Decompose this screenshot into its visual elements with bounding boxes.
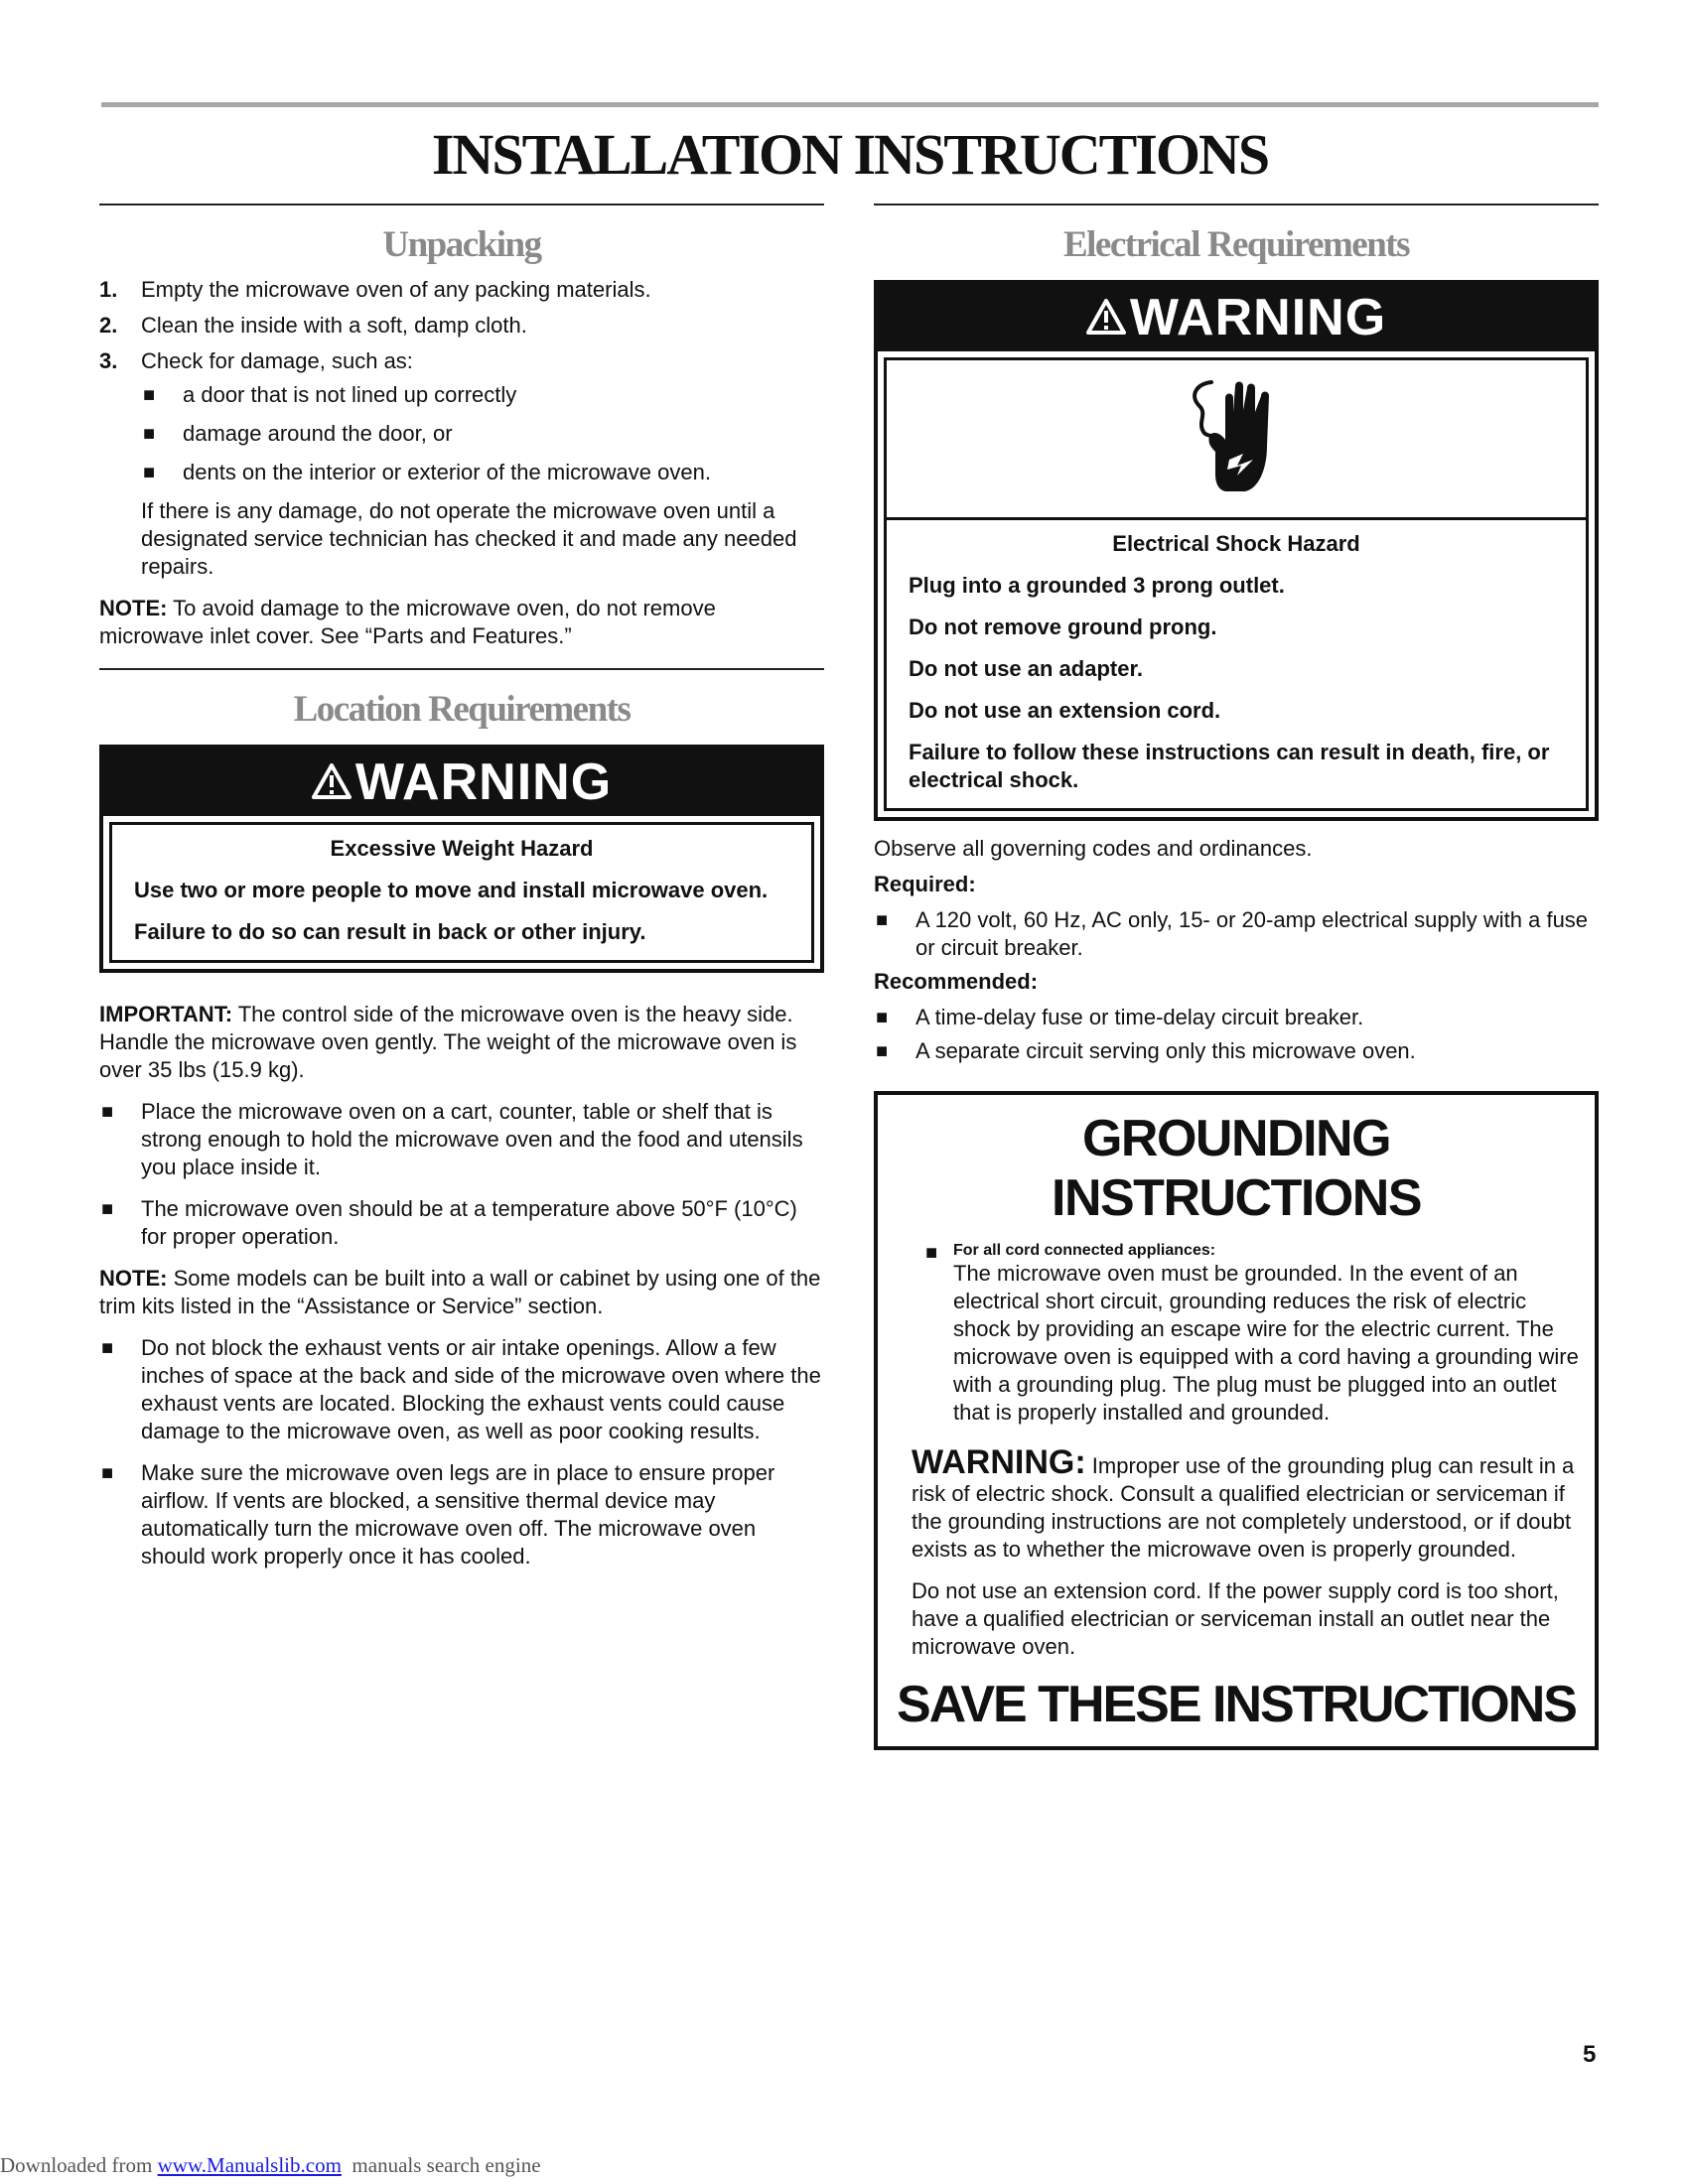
square-bullet-icon: ■: [101, 1337, 114, 1359]
grounding-item-label: For all cord connected appliances:: [953, 1242, 1216, 1259]
extension-cord-note: Do not use an extension cord. If the power supply cord is too short, have a qualified electrician or serviceman install an outlet near the microwave oven.: [912, 1578, 1559, 1659]
warning-line: Failure to do so can result in back or other injury.: [134, 919, 646, 944]
square-bullet-icon: ■: [101, 1462, 114, 1484]
unpacking-note: NOTE: To avoid damage to the microwave oven, do not remove microwave inlet cover. See “Parts and Features.”: [99, 596, 716, 648]
list-item: ■ A 120 volt, 60 Hz, AC only, 15- or 20-amp electrical supply with a fuse or circuit breaker.: [876, 907, 1589, 960]
unpacking-steps: [99, 276, 824, 486]
list-item: ■ Place the microwave oven on a cart, counter, table or shelf that is strong enough to hold the microwave oven and the food and utensils you place inside it.: [101, 1099, 803, 1179]
top-rule: [101, 102, 1599, 107]
footer: Downloaded from www.Manualslib.com manuals search engine: [0, 2153, 541, 2177]
recommended-list: [874, 1004, 1599, 1065]
list-item: ■ Do not block the exhaust vents or air intake openings. Allow a few inches of space at the back and side of the microwave oven where the exhaust vents are located. Blocking the exhaust vents could cause damage to the microwave oven, as well as poor cooking results.: [101, 1335, 821, 1443]
warning-banner: [878, 284, 1595, 351]
grounding-title: GROUNDING INSTRUCTIONS: [1052, 1110, 1421, 1227]
unpacking-step: [99, 276, 824, 304]
location-note: NOTE: Some models can be built into a wall or cabinet by using one of the trim kits listed in the “Assistance or Service” section.: [99, 1266, 821, 1318]
location-bullets-2: [99, 1334, 824, 1570]
unpacking-heading: Unpacking: [382, 224, 541, 265]
unpacking-step: [99, 312, 824, 340]
step-number: 2.: [99, 313, 118, 338]
shock-icon-panel: [884, 357, 1589, 517]
warning-triangle-icon: [1086, 299, 1126, 335]
section-rule: [874, 204, 1599, 205]
section-rule: [99, 668, 824, 670]
square-bullet-icon: ■: [876, 1040, 889, 1062]
warning-label: WARNING: [354, 753, 613, 811]
damage-item: ■ dents on the interior or exterior of the microwave oven.: [143, 460, 711, 484]
step-text: Clean the inside with a soft, damp cloth.: [141, 313, 527, 338]
warning-line: Do not use an extension cord.: [909, 698, 1221, 723]
page-title: INSTALLATION INSTRUCTIONS: [431, 122, 1269, 187]
warning-line: Failure to follow these instructions can result in death, fire, or electrical shock.: [909, 740, 1550, 792]
required-label: Required:: [874, 872, 976, 896]
page-number: 5: [1583, 2041, 1597, 2068]
manualslib-link[interactable]: www.Manualslib.com: [157, 2153, 342, 2177]
list-item: ■ A separate circuit serving only this microwave oven.: [876, 1038, 1416, 1063]
square-bullet-icon: ■: [925, 1242, 938, 1264]
observe-codes: Observe all governing codes and ordinances.: [874, 836, 1313, 861]
unpacking-step: [99, 347, 824, 486]
warning-body: [109, 822, 814, 963]
damage-item: ■ damage around the door, or: [143, 421, 453, 446]
damage-list: [141, 381, 824, 486]
warning-line: Do not use an adapter.: [909, 656, 1143, 681]
square-bullet-icon: ■: [143, 423, 156, 445]
step-number: 1.: [99, 277, 118, 302]
warning-banner: [103, 749, 820, 816]
required-list: [874, 906, 1599, 962]
square-bullet-icon: ■: [143, 462, 156, 483]
damage-item: ■ a door that is not lined up correctly: [143, 382, 517, 407]
grounding-item: [912, 1242, 1579, 1427]
hazard-title: Electrical Shock Hazard: [1112, 531, 1360, 556]
damage-note: If there is any damage, do not operate the microwave oven until a designated service technician has checked it and made any needed repairs.: [141, 498, 797, 579]
save-instructions-title: SAVE THESE INSTRUCTIONS: [896, 1676, 1576, 1733]
square-bullet-icon: ■: [101, 1198, 114, 1220]
warning-line: Use two or more people to move and install microwave oven.: [134, 878, 769, 902]
list-item: ■ A time-delay fuse or time-delay circuit breaker.: [876, 1005, 1364, 1029]
location-bullets: [99, 1098, 824, 1251]
important-paragraph: IMPORTANT: The control side of the microwave oven is the heavy side. Handle the microwave oven gently. The weight of the microwave oven is over 35 lbs (15.9 kg).: [99, 1002, 797, 1082]
warning-line: Do not remove ground prong.: [909, 614, 1217, 639]
warning-line: Plug into a grounded 3 prong outlet.: [909, 573, 1285, 598]
square-bullet-icon: ■: [101, 1101, 114, 1123]
grounding-box: [874, 1091, 1599, 1750]
warning-label: WARNING: [1129, 289, 1387, 346]
location-heading: Location Requirements: [293, 689, 631, 730]
right-column: [874, 204, 1599, 1750]
step-number: 3.: [99, 348, 118, 373]
square-bullet-icon: ■: [143, 384, 156, 406]
grounding-warning: WARNING: Improper use of the grounding plug can result in a risk of electric shock. Consult a qualified electrician or serviceman if the grounding instructions are not completely understood, or if doubt exists as to whether the microwave oven is properly grounded.: [912, 1443, 1575, 1562]
electrical-heading: Electrical Requirements: [1062, 224, 1410, 265]
electrical-warning-box: [874, 280, 1599, 821]
list-item: ■ Make sure the microwave oven legs are in place to ensure proper airflow. If vents are blocked, a sensitive thermal device may automatically turn the microwave oven off. The microwave oven should work properly once it has cooled.: [101, 1460, 775, 1569]
grounding-item-text: The microwave oven must be grounded. In the event of an electrical short circuit, grounding reduces the risk of electric shock by providing an escape wire for the electric current. The microwave oven is equipped with a cord having a grounding wire with a grounding plug. The plug must be plugged into an outlet that is properly installed and grounded.: [953, 1261, 1579, 1425]
square-bullet-icon: ■: [876, 909, 889, 931]
warning-body: [884, 517, 1589, 811]
step-text: Empty the microwave oven of any packing materials.: [141, 277, 651, 302]
section-rule: [99, 204, 824, 205]
electric-shock-hand-icon: [1182, 374, 1291, 503]
recommended-label: Recommended:: [874, 969, 1039, 994]
left-column: [99, 204, 824, 1584]
list-item: ■ The microwave oven should be at a temperature above 50°F (10°C) for proper operation.: [101, 1196, 797, 1249]
warning-triangle-icon: [312, 763, 352, 799]
step-text: Check for damage, such as:: [141, 348, 413, 373]
weight-warning-box: [99, 745, 824, 973]
square-bullet-icon: ■: [876, 1007, 889, 1028]
hazard-title: Excessive Weight Hazard: [330, 836, 594, 861]
